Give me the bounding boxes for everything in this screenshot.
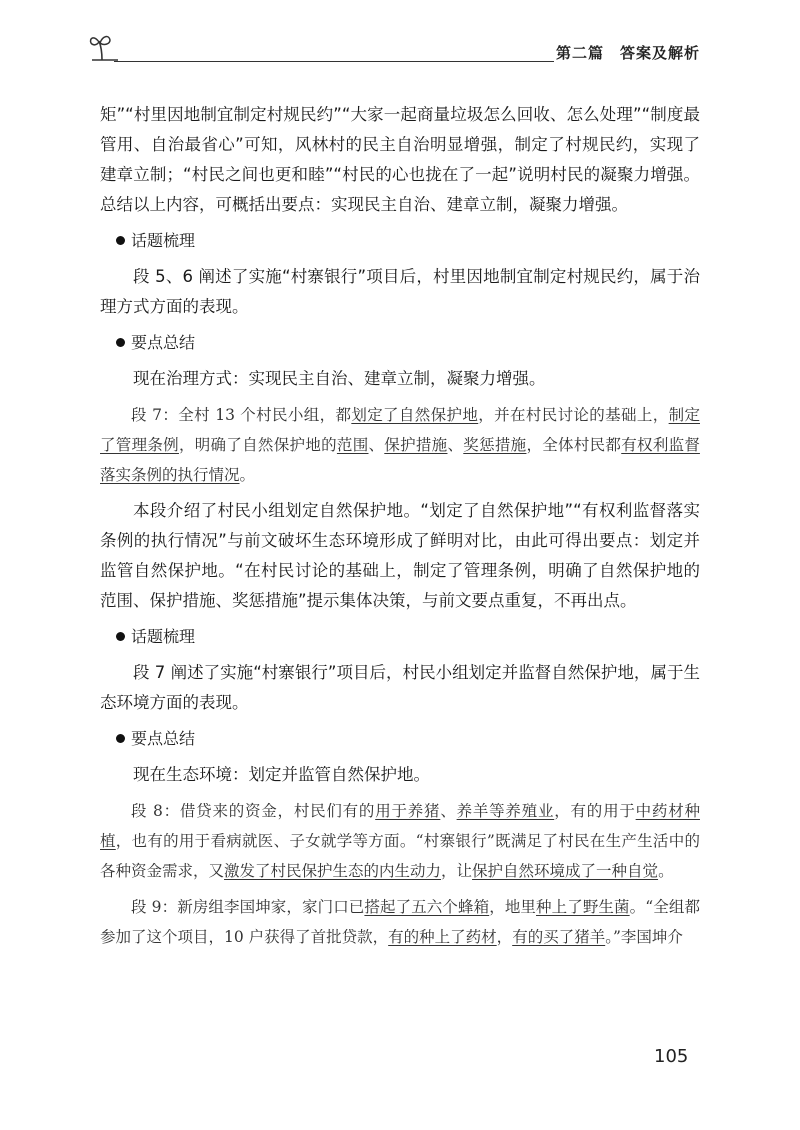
text-run: 段 9：新房组李国坤家，家门口已: [131, 898, 365, 916]
underlined-phrase: 种上了野生菌: [536, 898, 630, 916]
section-heading: [100, 328, 700, 358]
bullet-icon: [116, 236, 125, 245]
underlined-phrase: 中药材种植: [100, 802, 700, 850]
underlined-phrase: 保护措施: [384, 436, 448, 454]
text-run: 、: [447, 436, 464, 454]
paragraph: [100, 100, 700, 220]
underlined-phrase: 奖惩措施: [463, 436, 527, 454]
bullet-icon: [116, 632, 125, 641]
page-body: [100, 100, 700, 958]
text-run: ，并在村民讨论的基础上，: [478, 406, 669, 424]
section-heading-text: 要点总结: [131, 333, 196, 352]
text-run: 、: [368, 436, 385, 454]
text-run: 段 7 阐述了实施“村寨银行”项目后，村民小组划定并监督自然保护地，属于生态环境方面的表现。: [100, 663, 700, 712]
underlined-phrase: 有权利监督落实条例的执行情况: [100, 436, 700, 484]
section-heading: [100, 226, 700, 256]
text-run: ，全体村民都: [526, 436, 622, 454]
underlined-phrase: 搭起了五六个蜂箱: [364, 898, 490, 916]
underlined-phrase: 范围: [336, 436, 369, 454]
text-run: 、: [440, 802, 457, 820]
paragraph: [100, 364, 700, 394]
section-heading-text: 话题梳理: [131, 231, 196, 250]
underlined-phrase: 制定了管理条例: [100, 406, 700, 454]
text-run: 。: [658, 862, 674, 880]
section-heading: [100, 724, 700, 754]
text-run: ，让: [441, 862, 473, 880]
underlined-phrase: 养羊等养殖业: [456, 802, 555, 820]
underlined-phrase: 有的买了猪羊: [512, 928, 606, 946]
text-run: 。“全组都参加了这个项目，10 户获得了首批贷款，: [100, 898, 700, 946]
page-number: 105: [654, 1046, 689, 1067]
section-heading: [100, 622, 700, 652]
bullet-icon: [116, 734, 125, 743]
text-run: ，明确了自然保护地的: [178, 436, 337, 454]
underlined-phrase: 有的种上了药材: [388, 928, 497, 946]
header-rule: [114, 61, 554, 62]
text-run: ，也有的用于看病就医、子女就学等方面。“村寨银行”既满足了村民在生产生活中的各种资金需求，又: [100, 832, 700, 880]
paragraph: [100, 262, 700, 322]
text-run: 现在治理方式：实现民主自治、建章立制，凝聚力增强。: [133, 369, 546, 388]
text-run: 本段介绍了村民小组划定自然保护地。“划定了自然保护地”“有权利监督落实条例的执行情况”与前文破坏生态环境形成了鲜明对比，由此可得出要点：划定并监管自然保护地。“在村民讨论的基础上，制定了管理条例，明确了自然保护地的范围、保护措施、奖惩措施”提示集体决策，与前文要点重复，不再出点。: [100, 501, 700, 610]
text-run: 段 5、6 阐述了实施“村寨银行”项目后，村里因地制宜制定村规民约，属于治理方式方面的表现。: [100, 267, 700, 316]
text-run: ，: [496, 928, 513, 946]
text-run: ，有的用于: [554, 802, 636, 820]
text-run: 。: [239, 466, 256, 484]
underlined-phrase: 划定了自然保护地: [351, 406, 479, 424]
sprout-icon: [88, 32, 122, 62]
bullet-icon: [116, 338, 125, 347]
running-header: [88, 28, 708, 68]
underlined-phrase: 用于养猪: [375, 802, 441, 820]
section-title: 第二篇 答案及解析: [555, 44, 700, 62]
paragraph: [100, 892, 700, 952]
paragraph: [100, 796, 700, 886]
text-run: 矩”“村里因地制宜制定村规民约”“大家一起商量垃圾怎么回收、怎么处理”“制度最管用、自治最省心”可知，风林村的民主自治明显增强，制定了村规民约，实现了建章立制；“村民之间也更和睦”“村民的心也拢在了一起”说明村民的凝聚力增强。总结以上内容，可概括出要点：实现民主自治、建章立制，凝聚力增强。: [100, 105, 700, 214]
text-run: ，地里: [489, 898, 537, 916]
text-run: 。”李国坤介: [605, 928, 683, 946]
paragraph: [100, 760, 700, 790]
paragraph: [100, 658, 700, 718]
text-run: 现在生态环境：划定并监管自然保护地。: [133, 765, 430, 784]
paragraph: [100, 496, 700, 616]
text-run: 段 7：全村 13 个村民小组，都: [131, 406, 352, 424]
section-heading-text: 要点总结: [131, 729, 196, 748]
section-heading-text: 话题梳理: [131, 627, 196, 646]
text-run: 段 8：借贷来的资金，村民们有的: [131, 802, 376, 820]
paragraph: [100, 400, 700, 490]
underlined-phrase: 保护自然环境成了一种自觉: [472, 862, 659, 880]
underlined-phrase: 激发了村民保护生态的内生动力: [224, 862, 442, 880]
